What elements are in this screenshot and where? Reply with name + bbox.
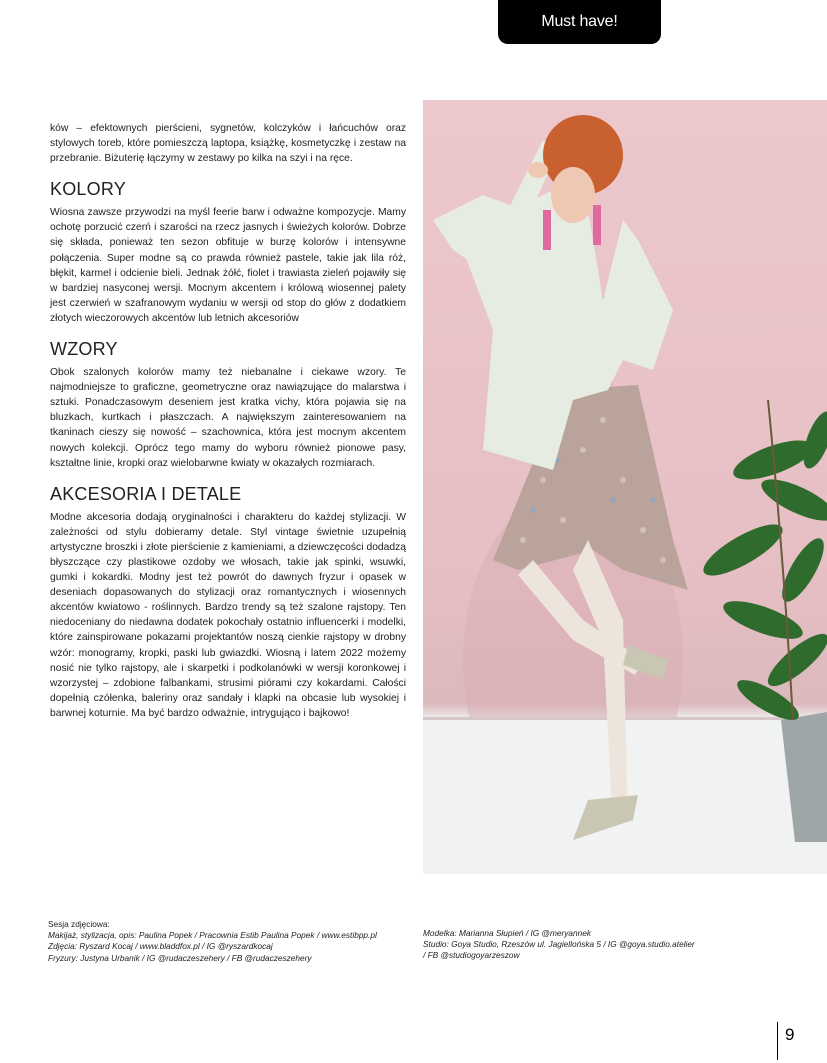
fashion-photo-illustration	[423, 100, 827, 874]
fashion-photo	[423, 100, 827, 874]
article-text-column	[50, 121, 406, 721]
credits-line: Sesja zdjęciowa:	[48, 919, 110, 929]
credits-line: Fryzury: Justyna Urbanik / IG @rudaczeszehery / FB @rudaczeszehery	[48, 952, 312, 963]
section-body-kolory: Wiosna zawsze przywodzi na myśl feerie barw i odważne kompozycje. Mamy ochotę porzucić czerń i szarości na rzecz jasnych i świeżych kolorów. Dobrze się składa, ponieważ ten sezon obfituje w burzę kolorów i intensywne połączenia. Super modne są co prawda również pastele, takie jak lila róż, błękit, karmel i odcienie bieli. Jednak żółć, fiolet i trawiasta zieleń pojawiły się w bardziej nasyconej wersji. Mocnym akcentem i królową wiosennej palety jest czerwień w szafranowym wydaniu w wersji od stop do głów z dodatkiem złotych wieczorowych akcentów lub letnich akcesoriów	[50, 207, 406, 324]
photo-credits-left	[48, 919, 408, 964]
credits-line: Makijaż, stylizacja, opis: Paulina Popek / Pracownia Estib Paulina Popek / www.estibpp.pl	[48, 930, 377, 941]
section-tab: Must have!	[498, 0, 661, 44]
section-body-wzory: Obok szalonych kolorów mamy też niebanalne i ciekawe wzory. Te najmodniejsze to graficzne, geometryczne oraz nawiązujące do malarstwa i sztuki. Ponadczasowym deseniem jest kratka vichy, która pojawia się na bluzkach, kurtkach i płaszczach. A największym zainteresowaniem na tkaninach cieszy się nowość – szachownica, która jest mocnym akcentem nowych kolekcji. Oprócz tego mamy do wyboru również pionowe pasy, kształtne linie, kropki oraz wielobarwne kwiaty w okazałych rozmiarach.	[50, 367, 406, 469]
section-title-wzory: WZORY	[50, 339, 118, 360]
credits-line: / FB @studiogoyarzeszow	[423, 950, 520, 961]
credits-line: Studio: Goya Studio, Rzeszów ul. Jagiellońska 5 / IG @goya.studio.atelier	[423, 939, 695, 950]
section-title-kolory: KOLORY	[50, 179, 126, 200]
intro-paragraph: ków – efektownych pierścieni, sygnetów, kolczyków i łańcuchów oraz stylowych toreb, które pomieszczą laptopa, książkę, kosmetyczkę i zestaw na przebranie. Biżuterię łączymy w zestawy po kilka na szyi i na ręce.	[50, 123, 406, 165]
credits-line: Modelka: Marianna Słupień / IG @meryannek	[423, 928, 591, 938]
page-number: 9	[785, 1025, 795, 1044]
credits-line: Zdjęcia: Ryszard Kocaj / www.bladdfox.pl / IG @ryszardkocaj	[48, 941, 273, 952]
section-body-akcesoria: Modne akcesoria dodają oryginalności i charakteru do każdej stylizacji. W zależności od stylu dobieramy detale. Styl vintage świetnie uzupełnią artystyczne broszki i złote pierścienie z kamieniami, a dziewczęcości dodadzą błyszczące czy plastikowe ozdoby we włosach, takie jak spinki, wsuwki, gumki i kokardki. Modny jest też powrót do dawnych fryzur i opasek w deseniach dopasowanych do stylizacji oraz romantycznych i wiosennych akcentów kwiatowo - roślinnych. Bardzo trendy są też szalone rajstopy. Ten niedoceniany do niedawna dodatek pokochały ostatnio influencerki i modelki, które zainspirowane pokazami projektantów noszą cienkie rajstopy w drobny wzór: monogramy, kropki, paski lub gwiazdki. Wiosną i latem 2022 możemy nosić nie tylko rajstopy, ale i skarpetki i podkolanówki w wersji koronkowej i wzorzystej – zdobione falbankami, strusimi piórami czy kokardami. Całości dopełnią czółenka, baleriny oraz sandały i klapki na obcasie lub wysokiej i barwnej koturnie. Ma być bardzo odważnie, intrygująco i bajkowo!	[50, 511, 406, 719]
section-title-akcesoria: AKCESORIA I DETALE	[50, 483, 242, 504]
page-number-divider	[777, 1022, 778, 1060]
photo-credits-right	[423, 928, 723, 962]
